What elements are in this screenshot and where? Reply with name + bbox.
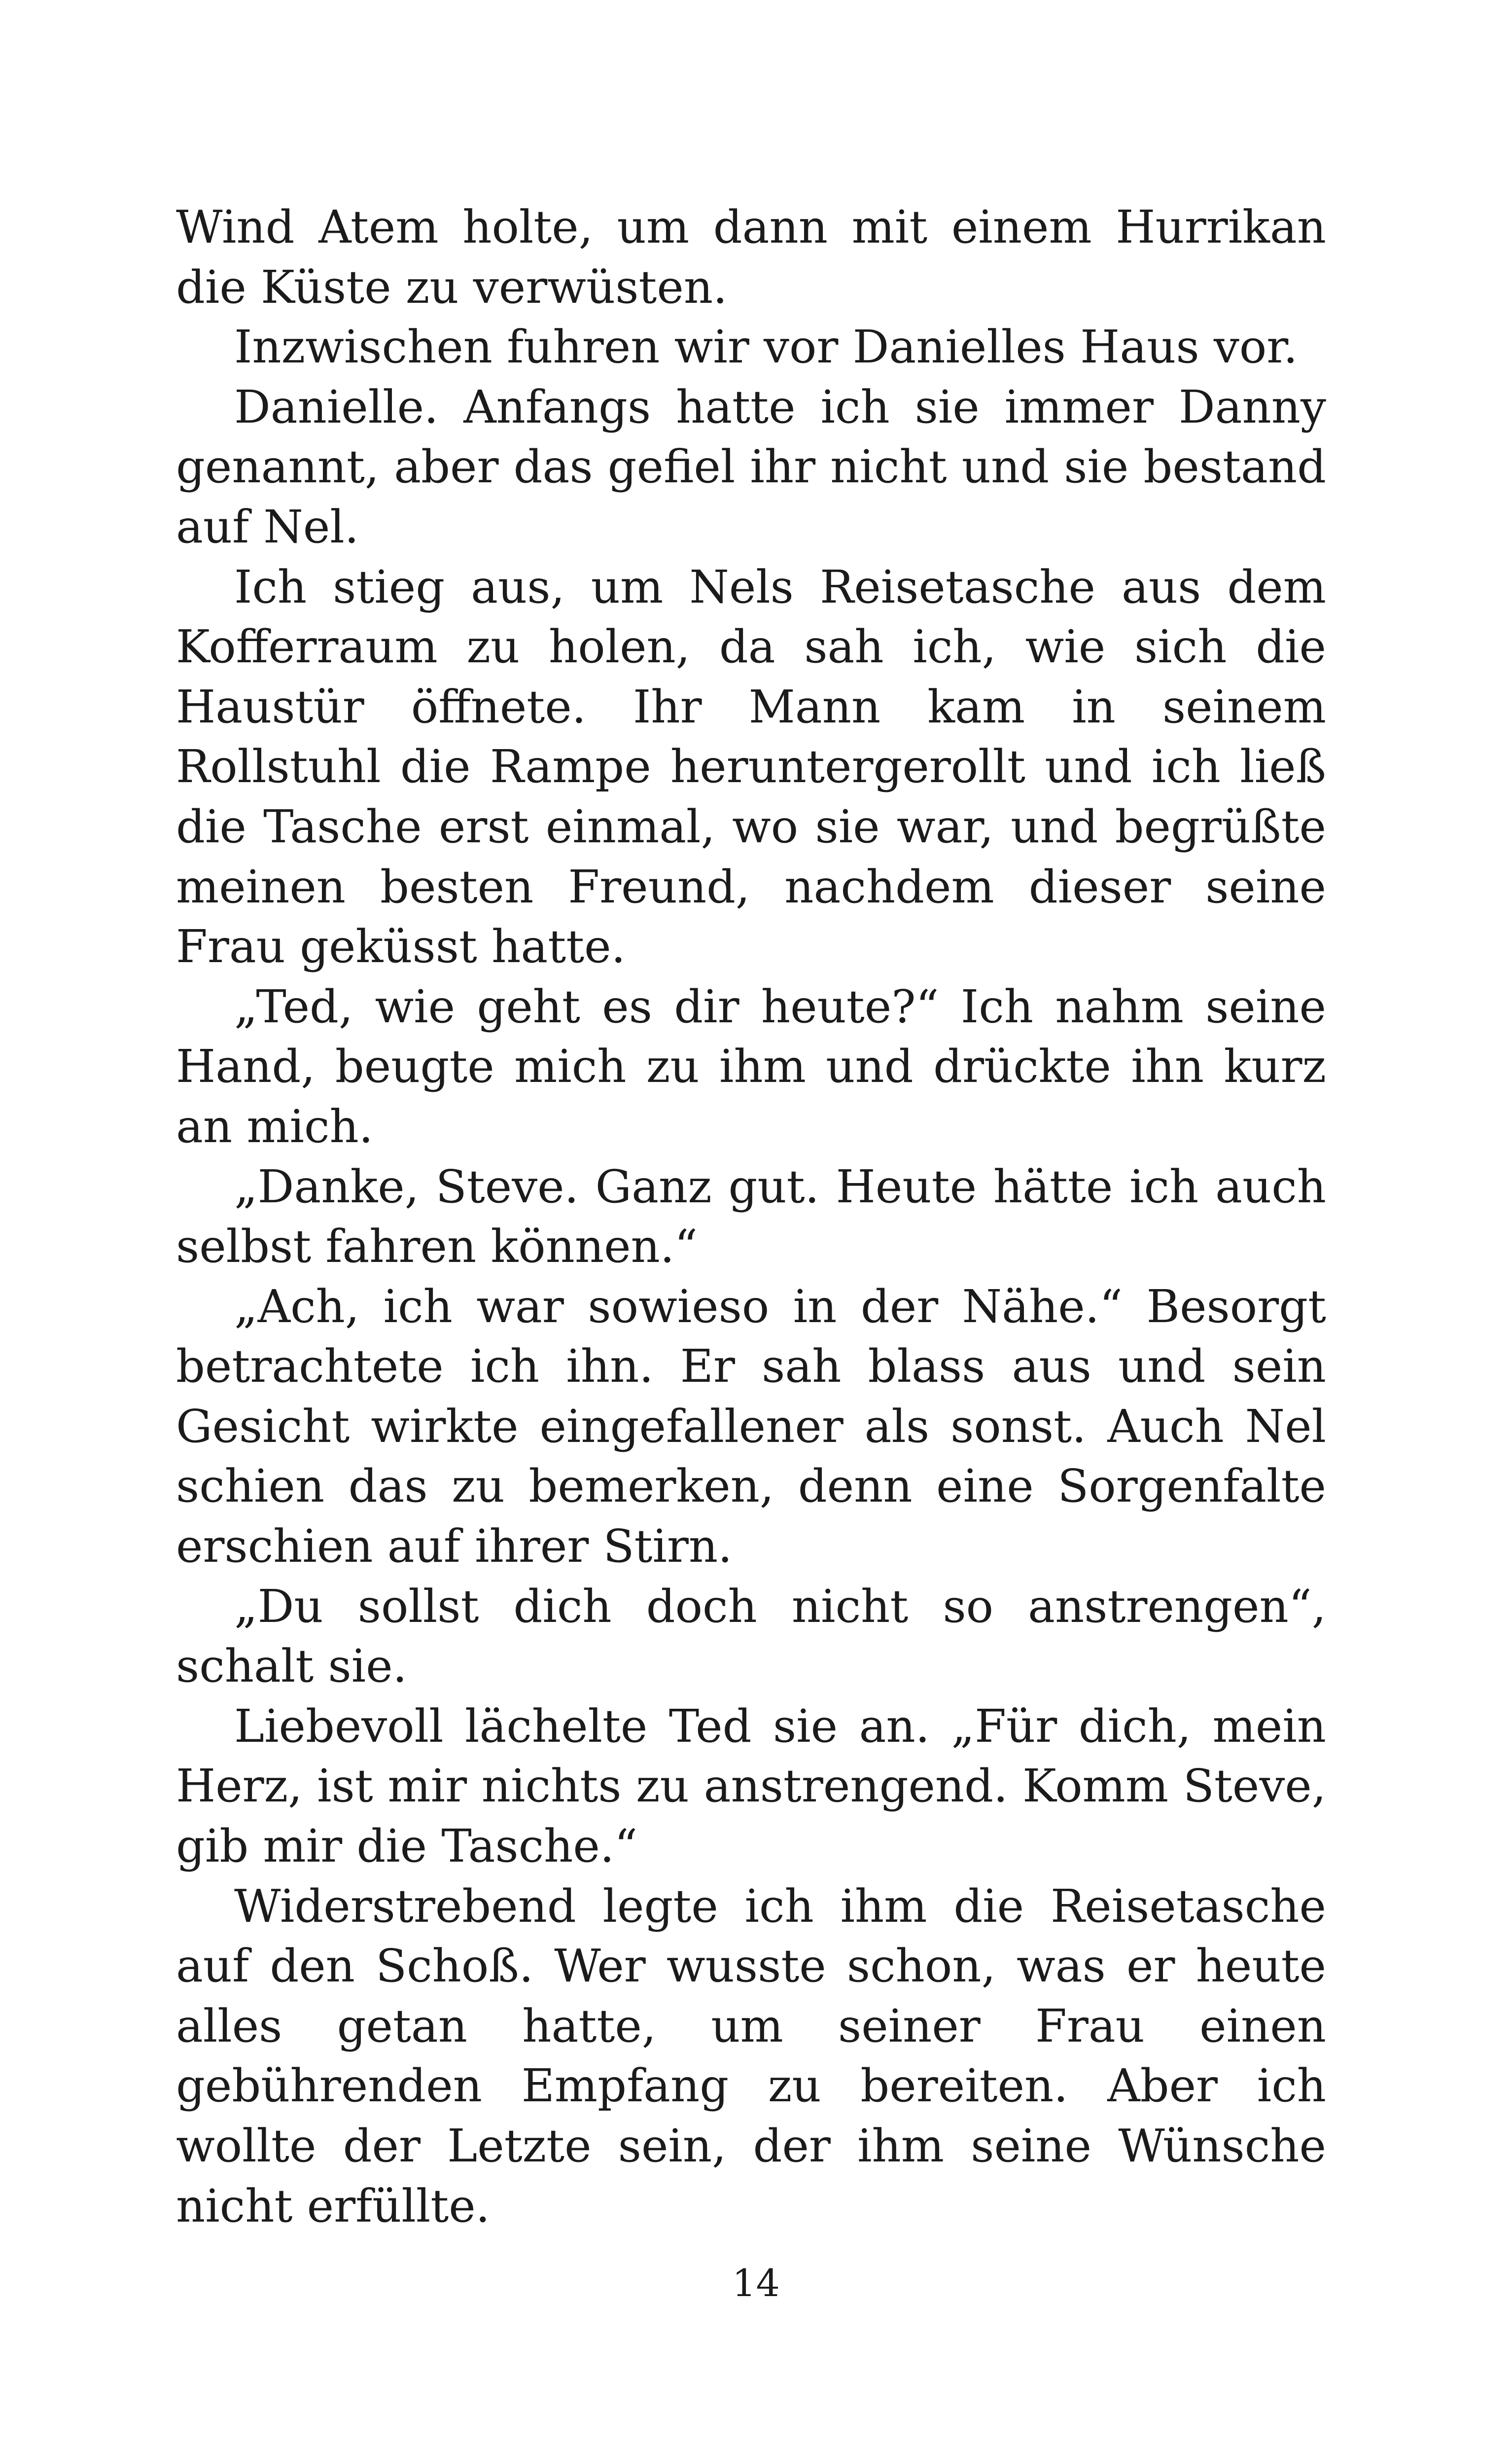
- paragraph-9: Liebevoll lächelte Ted sie an. „Für dich, mein Herz, ist mir nichts zu anstrengend. Komm Steve, gib mir die Tasche.“: [176, 1699, 1326, 1873]
- paragraph-1: Wind Atem holte, um dann mit einem Hurrikan die Küste zu verwüsten.: [176, 201, 1326, 314]
- paragraph-4: Ich stieg aus, um Nels Reisetasche aus dem Kofferraum zu holen, da sah ich, wie sich die Haustür öffnete. Ihr Mann kam in seinem Rollstuhl die Rampe heruntergerollt und ich ließ die Tasche erst einmal, wo sie war, und begrüßte meinen besten Freund, nachdem dieser seine Frau geküsst hatte.: [176, 560, 1326, 973]
- paragraph-7: „Ach, ich war sowieso in der Nähe.“ Besorgt betrachtete ich ihn. Er sah blass aus und sein Gesicht wirkte eingefallener als sonst. Auch Nel schien das zu bemerken, denn eine Sorgenfalte erschien auf ihrer Stirn.: [176, 1280, 1326, 1573]
- paragraph-2: Inzwischen fuhren wir vor Danielles Haus vor.: [234, 321, 1298, 374]
- paragraph-8: „Du sollst dich doch nicht so anstrengen“, schalt sie.: [176, 1580, 1326, 1693]
- paragraph-6: „Danke, Steve. Ganz gut. Heute hätte ich auch selbst fahren können.“: [176, 1160, 1326, 1273]
- paragraph-3: Danielle. Anfangs hatte ich sie immer Danny genannt, aber das gefiel ihr nicht und sie bestand auf Nel.: [176, 380, 1326, 553]
- paragraph-10: Widerstrebend legte ich ihm die Reisetasche auf den Schoß. Wer wusste schon, was er heute alles getan hatte, um seiner Frau einen gebührenden Empfang zu bereiten. Aber ich wollte der Letzte sein, der ihm seine Wünsche nicht erfüllte.: [176, 1879, 1326, 2232]
- body-text: [176, 197, 1326, 2236]
- page-number: 14: [732, 2261, 780, 2305]
- paragraph-5: „Ted, wie geht es dir heute?“ Ich nahm seine Hand, beugte mich zu ihm und drückte ihn kurz an mich.: [176, 980, 1326, 1153]
